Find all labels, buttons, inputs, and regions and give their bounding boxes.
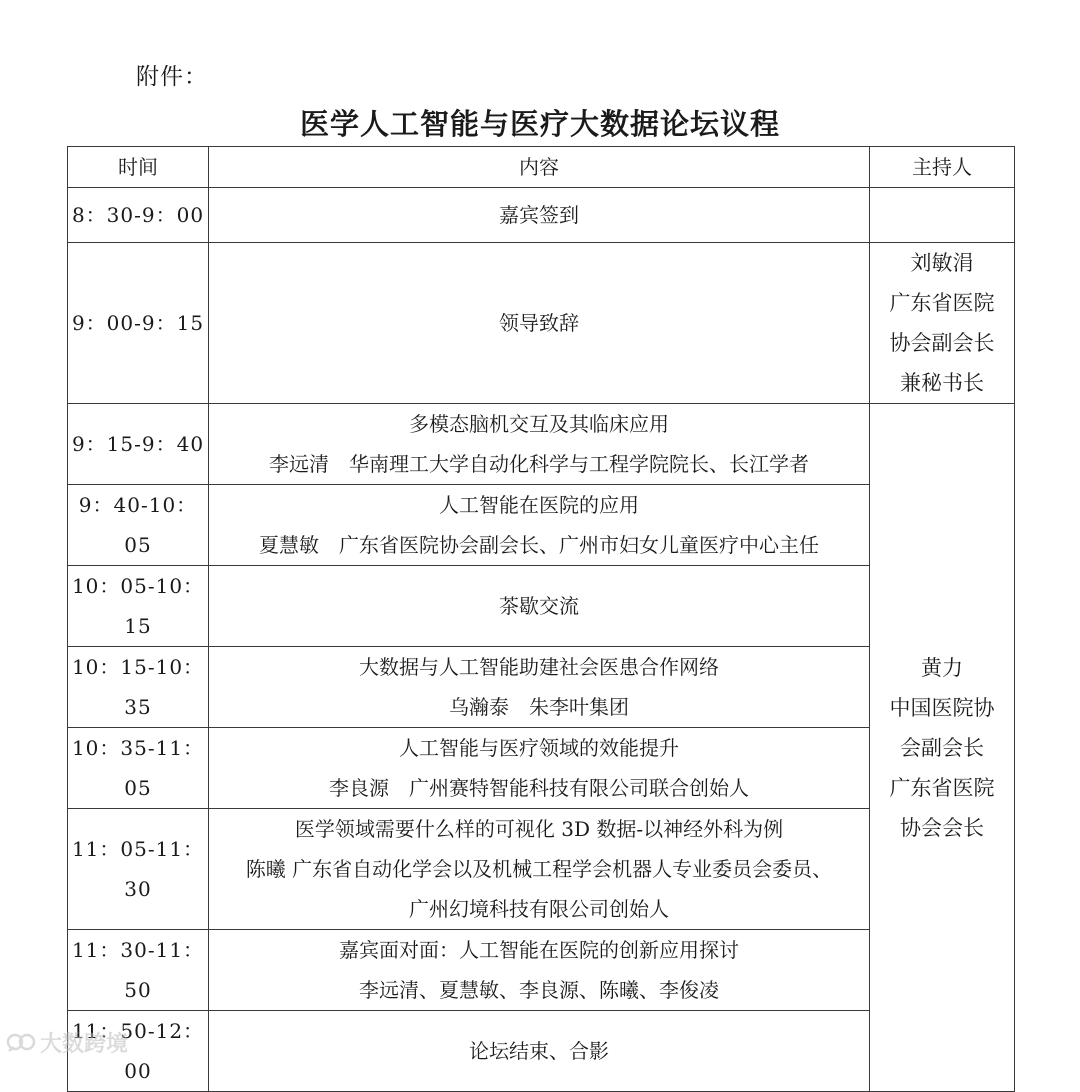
header-content: 内容 — [209, 147, 870, 188]
content-line: 论坛结束、合影 — [469, 1039, 609, 1063]
table-row — [68, 243, 1015, 404]
host-cell-empty — [870, 188, 1015, 243]
watermark-text: 大数跨境 — [40, 1031, 129, 1057]
host-title: 中国医院协 — [889, 695, 995, 720]
time-cell: 11：30-11：50 — [68, 930, 209, 1011]
speaker-line: 陈曦 广东省自动化学会以及机械工程学会机器人专业委员会委员、 — [245, 857, 833, 881]
time-cell: 11：05-11：30 — [68, 809, 209, 930]
content-cell — [209, 728, 870, 809]
content-cell — [209, 188, 870, 243]
speaker-line: 李远清、夏慧敏、李良源、陈曦、李俊凌 — [359, 978, 719, 1002]
speaker-line: 广州幻境科技有限公司创始人 — [409, 897, 669, 921]
agenda-table — [67, 146, 1015, 1092]
content-cell — [209, 243, 870, 404]
time-cell: 11：50-12：00 — [68, 1011, 209, 1092]
header-host: 主持人 — [870, 147, 1015, 188]
speaker-line: 李远清 华南理工大学自动化科学与工程学院院长、长江学者 — [269, 452, 809, 476]
time-cell: 8：30-9：00 — [68, 188, 209, 243]
attachment-label: 附件： — [136, 64, 208, 90]
watermark — [6, 1026, 128, 1058]
talk-title: 嘉宾面对面：人工智能在医院的创新应用探讨 — [339, 938, 739, 962]
host-cell — [870, 404, 1015, 1092]
content-cell — [209, 930, 870, 1011]
speaker-line: 李良源 广州赛特智能科技有限公司联合创始人 — [329, 776, 749, 800]
content-cell — [209, 404, 870, 485]
content-cell — [209, 809, 870, 930]
host-title: 会副会长 — [900, 735, 984, 760]
time-cell: 9：00-9：15 — [68, 243, 209, 404]
table-row — [68, 188, 1015, 243]
time-cell: 10：05-10：15 — [68, 566, 209, 647]
content-cell — [209, 1011, 870, 1092]
host-title: 协会副会长 — [889, 331, 995, 355]
content-cell — [209, 647, 870, 728]
bigdata-cross-border-logo-icon — [6, 1029, 36, 1055]
header-time: 时间 — [68, 147, 209, 188]
talk-title: 医学领域需要什么样的可视化 3D 数据-以神经外科为例 — [294, 817, 784, 841]
time-cell: 10：35-11：05 — [68, 728, 209, 809]
table-header-row — [68, 147, 1015, 188]
host-title: 广东省医院 — [889, 775, 995, 800]
host-name: 刘敏涓 — [910, 251, 974, 275]
speaker-line: 夏慧敏 广东省医院协会副会长、广州市妇女儿童医疗中心主任 — [259, 533, 819, 557]
content-line: 嘉宾签到 — [499, 203, 579, 227]
host-title: 广东省医院 — [889, 291, 995, 315]
time-cell: 10：15-10：35 — [68, 647, 209, 728]
time-cell: 9：40-10：05 — [68, 485, 209, 566]
talk-title: 大数据与人工智能助建社会医患合作网络 — [359, 655, 719, 679]
content-line: 茶歇交流 — [499, 594, 579, 618]
talk-title: 人工智能与医疗领域的效能提升 — [399, 736, 679, 760]
talk-title: 多模态脑机交互及其临床应用 — [409, 412, 669, 436]
content-cell — [209, 485, 870, 566]
talk-title: 人工智能在医院的应用 — [439, 493, 639, 517]
host-title: 兼秘书长 — [900, 371, 984, 395]
host-name: 黄力 — [921, 655, 963, 680]
content-line: 领导致辞 — [499, 311, 579, 335]
speaker-line: 乌瀚泰 朱李叶集团 — [449, 695, 629, 719]
time-cell: 9：15-9：40 — [68, 404, 209, 485]
host-cell — [870, 243, 1015, 404]
host-title: 协会会长 — [900, 815, 984, 840]
content-cell — [209, 566, 870, 647]
table-row — [68, 404, 1015, 485]
page-title: 医学人工智能与医疗大数据论坛议程 — [299, 107, 780, 141]
